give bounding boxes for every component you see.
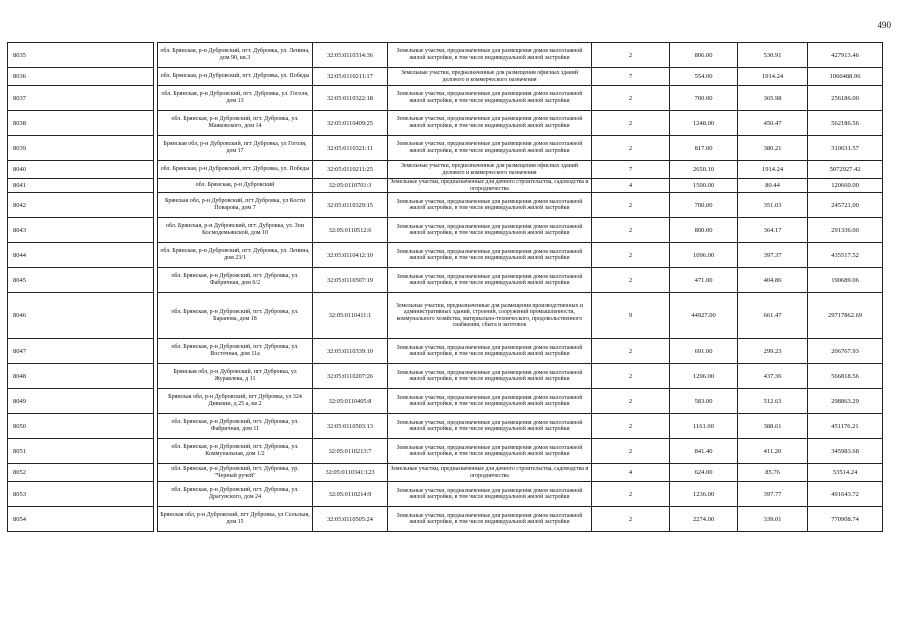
row-cadastral-value: 1060488.96 xyxy=(808,68,883,86)
row-specific-value: 404.86 xyxy=(738,268,808,293)
row-specific-value: 411.20 xyxy=(738,439,808,464)
row-specific-value: 365.98 xyxy=(738,86,808,111)
row-cadastral-value: 435517.52 xyxy=(808,243,883,268)
row-cadastral-number: 32:05:0110211:25 xyxy=(313,161,388,179)
row-cadastral-value: 190689.06 xyxy=(808,268,883,293)
row-number: 8044 xyxy=(8,243,154,268)
row-group: 2 xyxy=(592,218,670,243)
row-cadastral-value: 491643.72 xyxy=(808,482,883,507)
row-address: обл. Брянская, р-н Дубровский, пгт. Дубровка, ул. Победы xyxy=(158,161,313,179)
row-address: обл. Брянская, р-н Дубровский, пгт. Дубровка, ул. Гоголя, дом 13 xyxy=(158,86,313,111)
table-row xyxy=(8,136,883,161)
table-row xyxy=(8,439,883,464)
row-address: Брянская обл, р-н Дубровский, пгт Дубровка, ул Сельская, дом 15 xyxy=(158,507,313,532)
row-land-use: Земельные участки, предназначенные для размещения офисных зданий делового и коммерческого назначения xyxy=(388,161,592,179)
row-specific-value: 1914.24 xyxy=(738,161,808,179)
row-group: 4 xyxy=(592,179,670,193)
row-specific-value: 85.76 xyxy=(738,464,808,482)
row-cadastral-value: 451176.21 xyxy=(808,414,883,439)
row-specific-value: 530.91 xyxy=(738,43,808,68)
row-cadastral-number: 32:05:0110405:8 xyxy=(313,389,388,414)
row-land-use: Земельные участки, предназначенные для размещения домов малоэтажной жилой застройки, в том числе индивидуальной жилой застройки xyxy=(388,507,592,532)
table-row xyxy=(8,43,883,68)
row-area: 2650.10 xyxy=(670,161,738,179)
row-cadastral-number: 32:05:0110211:17 xyxy=(313,68,388,86)
row-cadastral-number: 32:05:0110512:6 xyxy=(313,218,388,243)
row-cadastral-value: 29717862.69 xyxy=(808,293,883,339)
row-number: 8045 xyxy=(8,268,154,293)
row-land-use: Земельные участки, предназначенные для размещения домов малоэтажной жилой застройки, в том числе индивидуальной жилой застройки xyxy=(388,111,592,136)
row-number: 8038 xyxy=(8,111,154,136)
row-address: обл. Брянская, р-н Дубровский, пгт. Дубровка, ул. Восточная, дом 11а xyxy=(158,339,313,364)
row-area: 1236.00 xyxy=(670,482,738,507)
row-area: 806.00 xyxy=(670,43,738,68)
row-address: обл. Брянская, р-н Дубровский, пгт. Дубровка, ул. Фабричная, дом 11 xyxy=(158,414,313,439)
row-land-use: Земельные участки, предназначенные для размещения домов малоэтажной жилой застройки, в том числе индивидуальной жилой застройки xyxy=(388,43,592,68)
row-land-use: Земельные участки, предназначенные для размещения домов малоэтажной жилой застройки, в том числе индивидуальной жилой застройки xyxy=(388,339,592,364)
row-area: 1248.00 xyxy=(670,111,738,136)
table-row xyxy=(8,389,883,414)
row-area: 1161.00 xyxy=(670,414,738,439)
row-land-use: Земельные участки, предназначенные для размещения офисных зданий делового и коммерческого назначения xyxy=(388,68,592,86)
row-cadastral-value: 245721.00 xyxy=(808,193,883,218)
row-land-use: Земельные участки, предназначенные для размещения домов малоэтажной жилой застройки, в том числе индивидуальной жилой застройки xyxy=(388,193,592,218)
row-area: 800.00 xyxy=(670,218,738,243)
row-address: обл. Брянская, р-н Дубровский, пгт. Дубровка, ул. Коммунальная, дом 1/2 xyxy=(158,439,313,464)
row-area: 624.00 xyxy=(670,464,738,482)
row-group: 2 xyxy=(592,389,670,414)
row-cadastral-value: 566818.56 xyxy=(808,364,883,389)
row-cadastral-number: 32:05:0110409:25 xyxy=(313,111,388,136)
row-group: 2 xyxy=(592,193,670,218)
row-specific-value: 351.03 xyxy=(738,193,808,218)
row-area: 691.00 xyxy=(670,339,738,364)
row-number: 8043 xyxy=(8,218,154,243)
row-land-use: Земельные участки, предназначенные для размещения домов малоэтажной жилой застройки, в том числе индивидуальной жилой застройки xyxy=(388,268,592,293)
page-number: 490 xyxy=(877,20,891,30)
row-address: обл. Брянская, р-н Дубровский, пгт. Дубровка, ул. Победы xyxy=(158,68,313,86)
row-number: 8048 xyxy=(8,364,154,389)
row-group: 2 xyxy=(592,268,670,293)
row-cadastral-number: 32:05:0110213:7 xyxy=(313,439,388,464)
row-address: обл. Брянская, р-н Дубровский, пгт. Дубровка, ул. Ленина, дом 90, кв.3 xyxy=(158,43,313,68)
row-number: 8040 xyxy=(8,161,154,179)
table-row xyxy=(8,243,883,268)
row-area: 583.00 xyxy=(670,389,738,414)
row-area: 817.00 xyxy=(670,136,738,161)
table-row xyxy=(8,268,883,293)
row-group: 2 xyxy=(592,339,670,364)
row-number: 8049 xyxy=(8,389,154,414)
row-land-use: Земельные участки, предназначенные для размещения домов малоэтажной жилой застройки, в том числе индивидуальной жилой застройки xyxy=(388,414,592,439)
row-group: 9 xyxy=(592,293,670,339)
row-number: 8046 xyxy=(8,293,154,339)
table-row xyxy=(8,161,883,179)
row-cadastral-number: 32:05:0110411:1 xyxy=(313,293,388,339)
table-row xyxy=(8,86,883,111)
table-row xyxy=(8,364,883,389)
row-number: 8047 xyxy=(8,339,154,364)
row-cadastral-number: 32:05:0110329:15 xyxy=(313,193,388,218)
row-cadastral-value: 770908.74 xyxy=(808,507,883,532)
row-number: 8054 xyxy=(8,507,154,532)
row-number: 8053 xyxy=(8,482,154,507)
row-number: 8039 xyxy=(8,136,154,161)
row-cadastral-number: 32:05:0110507:19 xyxy=(313,268,388,293)
row-address: Брянская обл, р-н Дубровский, пгт Дубровка, ул 324 Дивизии, д 25 а, кв 2 xyxy=(158,389,313,414)
row-area: 2274.00 xyxy=(670,507,738,532)
row-area: 841.40 xyxy=(670,439,738,464)
row-address: обл. Брянская, р-н Дубровский, пгт. Дубровка, ул. Баранова, дом 18 xyxy=(158,293,313,339)
row-group: 2 xyxy=(592,414,670,439)
row-specific-value: 437.36 xyxy=(738,364,808,389)
table-row xyxy=(8,179,883,193)
row-address: Брянская обл, р-н Дубровский, пгт Дубровка, ул Журавлева, д 11 xyxy=(158,364,313,389)
row-specific-value: 388.61 xyxy=(738,414,808,439)
row-address: Брянская обл, р-н Дубровский, пгт Дубровка, ул Кости Поварова, дом 7 xyxy=(158,193,313,218)
table-row xyxy=(8,339,883,364)
row-cadastral-value: 53514.24 xyxy=(808,464,883,482)
row-area: 554.00 xyxy=(670,68,738,86)
row-cadastral-number: 32:05:0110314:36 xyxy=(313,43,388,68)
row-group: 2 xyxy=(592,243,670,268)
table-row xyxy=(8,464,883,482)
table-row xyxy=(8,193,883,218)
row-land-use: Земельные участки, предназначенные для размещения домов малоэтажной жилой застройки, в том числе индивидуальной жилой застройки xyxy=(388,439,592,464)
row-cadastral-number: 32:05:0110341:123 xyxy=(313,464,388,482)
row-group: 2 xyxy=(592,482,670,507)
row-cadastral-number: 32:05:0110321:11 xyxy=(313,136,388,161)
table-row xyxy=(8,414,883,439)
row-number: 8050 xyxy=(8,414,154,439)
row-specific-value: 339.01 xyxy=(738,507,808,532)
row-area: 700.00 xyxy=(670,86,738,111)
row-area: 1500.00 xyxy=(670,179,738,193)
row-land-use: Земельные участки, предназначенные для размещения домов малоэтажной жилой застройки, в том числе индивидуальной жилой застройки xyxy=(388,86,592,111)
row-cadastral-value: 5072927.42 xyxy=(808,161,883,179)
row-land-use: Земельные участки, предназначенные для размещения домов малоэтажной жилой застройки, в том числе индивидуальной жилой застройки xyxy=(388,243,592,268)
row-area: 1096.00 xyxy=(670,243,738,268)
row-land-use: Земельные участки, предназначенные для размещения домов малоэтажной жилой застройки, в том числе индивидуальной жилой застройки xyxy=(388,218,592,243)
row-cadastral-number: 32:05:0110339:10 xyxy=(313,339,388,364)
row-group: 7 xyxy=(592,68,670,86)
row-address: обл. Брянская, р-н Дубровский, пгт. Дубровка, ул. Ленина, дом 23/1 xyxy=(158,243,313,268)
table-row xyxy=(8,507,883,532)
row-area: 44927.00 xyxy=(670,293,738,339)
row-cadastral-value: 298863.29 xyxy=(808,389,883,414)
row-address: Брянская обл, р-н Дубровский, пгт Дубровка, ул Гоголя, дом 17 xyxy=(158,136,313,161)
row-address: обл. Брянская, р-н Дубровский, пгт. Дубровка, ул. Маяковского, дом 14 xyxy=(158,111,313,136)
row-cadastral-value: 291336.00 xyxy=(808,218,883,243)
row-area: 700.00 xyxy=(670,193,738,218)
row-specific-value: 661.47 xyxy=(738,293,808,339)
row-land-use: Земельные участки, предназначенные для размещения домов малоэтажной жилой застройки, в том числе индивидуальной жилой застройки xyxy=(388,482,592,507)
row-group: 4 xyxy=(592,464,670,482)
row-cadastral-value: 345983.68 xyxy=(808,439,883,464)
row-cadastral-number: 32:05:0110207:26 xyxy=(313,364,388,389)
table-row xyxy=(8,111,883,136)
row-specific-value: 450.47 xyxy=(738,111,808,136)
cadastral-value-table xyxy=(7,42,883,532)
row-cadastral-value: 206767.93 xyxy=(808,339,883,364)
row-land-use: Земельные участки, предназначенные для дачного строительства, садоводства и огородничества xyxy=(388,179,592,193)
row-land-use: Земельные участки, предназначенные для размещения домов малоэтажной жилой застройки, в том числе индивидуальной жилой застройки xyxy=(388,136,592,161)
row-specific-value: 397.37 xyxy=(738,243,808,268)
row-land-use: Земельные участки, предназначенные для дачного строительства, садоводства и огородничества xyxy=(388,464,592,482)
row-address: обл. Брянская, р-н Дубровский, пгт. Дубровка, ул. Фабричная, дом 6/2 xyxy=(158,268,313,293)
table-row xyxy=(8,293,883,339)
row-specific-value: 380.21 xyxy=(738,136,808,161)
row-address: обл. Брянская, р-н Дубровский, пгт. Дубровка, ур. "Черный ручей" xyxy=(158,464,313,482)
row-number: 8037 xyxy=(8,86,154,111)
row-group: 2 xyxy=(592,364,670,389)
row-cadastral-number: 32:05:0110701:3 xyxy=(313,179,388,193)
row-specific-value: 1914.24 xyxy=(738,68,808,86)
row-cadastral-number: 32:05:0110503:13 xyxy=(313,414,388,439)
row-cadastral-value: 562186.56 xyxy=(808,111,883,136)
row-group: 7 xyxy=(592,161,670,179)
row-group: 2 xyxy=(592,43,670,68)
row-number: 8041 xyxy=(8,179,154,193)
row-specific-value: 397.77 xyxy=(738,482,808,507)
row-group: 2 xyxy=(592,439,670,464)
table-row xyxy=(8,68,883,86)
row-group: 2 xyxy=(592,111,670,136)
row-area: 471.00 xyxy=(670,268,738,293)
row-area: 1296.00 xyxy=(670,364,738,389)
row-specific-value: 364.17 xyxy=(738,218,808,243)
table-row xyxy=(8,482,883,507)
row-number: 8035 xyxy=(8,43,154,68)
row-cadastral-number: 32:05:0110214:9 xyxy=(313,482,388,507)
table-row xyxy=(8,218,883,243)
row-specific-value: 512.63 xyxy=(738,389,808,414)
row-cadastral-number: 32:05:0110322:18 xyxy=(313,86,388,111)
row-cadastral-value: 256186.00 xyxy=(808,86,883,111)
row-cadastral-value: 310631.57 xyxy=(808,136,883,161)
row-land-use: Земельные участки, предназначенные для размещения домов малоэтажной жилой застройки, в том числе индивидуальной жилой застройки xyxy=(388,389,592,414)
row-number: 8051 xyxy=(8,439,154,464)
row-cadastral-number: 32:05:0110412:10 xyxy=(313,243,388,268)
row-address: обл. Брянская, р-н Дубровский xyxy=(158,179,313,193)
row-cadastral-value: 427913.46 xyxy=(808,43,883,68)
row-land-use: Земельные участки, предназначенные для размещения домов малоэтажной жилой застройки, в том числе индивидуальной жилой застройки xyxy=(388,364,592,389)
row-address: обл. Брянская, р-н Дубровский, пгт. Дубровка, ул. Драгунского, дом 24 xyxy=(158,482,313,507)
row-cadastral-number: 32:05:0110505:24 xyxy=(313,507,388,532)
row-group: 2 xyxy=(592,136,670,161)
row-land-use: Земельные участки, предназначенные для размещения производственных и административных зданий, строений, сооружений промышленности, коммунального хозяйства, материально-технического, продовольственного снабжения, сбыта и заготовок xyxy=(388,293,592,339)
row-specific-value: 80.44 xyxy=(738,179,808,193)
row-address: обл. Брянская, р-н Дубровский, пгт. Дубровка, ул. Зои Космодемьянской, дом 10 xyxy=(158,218,313,243)
row-number: 8052 xyxy=(8,464,154,482)
row-number: 8042 xyxy=(8,193,154,218)
row-cadastral-value: 120660.00 xyxy=(808,179,883,193)
row-number: 8036 xyxy=(8,68,154,86)
row-group: 2 xyxy=(592,86,670,111)
row-group: 2 xyxy=(592,507,670,532)
row-specific-value: 299.23 xyxy=(738,339,808,364)
